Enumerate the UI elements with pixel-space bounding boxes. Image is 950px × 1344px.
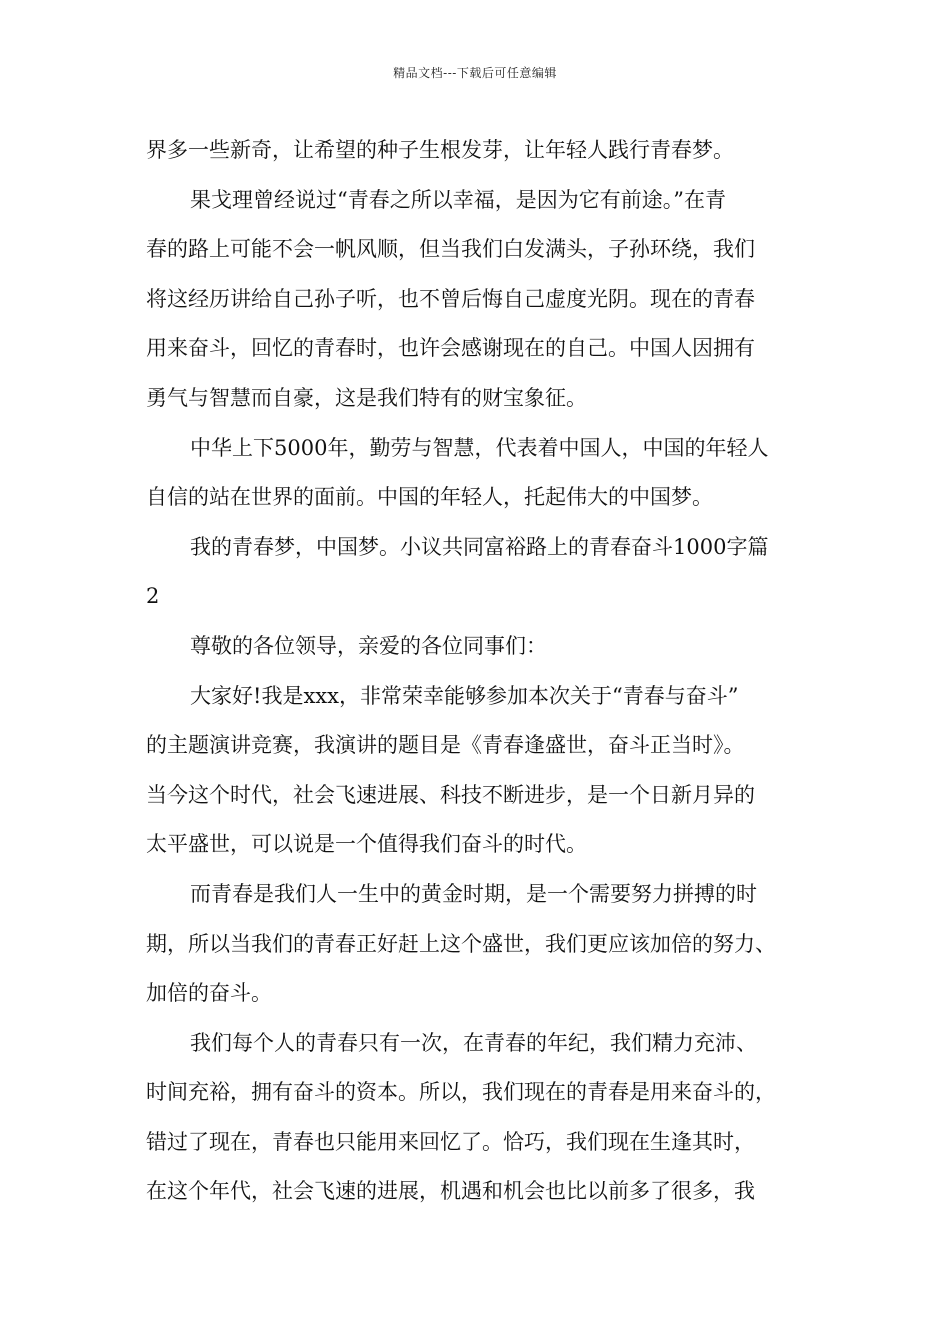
text-line: 界多一些新奇，让希望的种子生根发芽，让年轻人践行青春梦。	[146, 138, 734, 162]
text-line: 当今这个时代，社会飞速进展、科技不断进步，是一个日新月异的	[146, 782, 755, 807]
text-line: 果戈理曾经说过“青春之所以幸福，是因为它有前途。”在青	[190, 187, 726, 212]
text-line: 我的青春梦，中国梦。小议共同富裕路上的青春奋斗1000字篇	[190, 534, 769, 559]
text-line: 的主题演讲竞赛，我演讲的题目是《青春逢盛世，奋斗正当时》。	[146, 733, 745, 758]
text-line: 尊敬的各位领导，亲爱的各位同事们：	[190, 633, 547, 658]
text-line: 而青春是我们人一生中的黄金时期，是一个需要努力拼搏的时	[190, 881, 757, 906]
text-line: 加倍的奋斗。	[146, 981, 272, 1006]
text-line: 错过了现在，青春也只能用来回忆了。恰巧，我们现在生逢其时，	[146, 1129, 755, 1154]
text-line: 期，所以当我们的青春正好赶上这个盛世，我们更应该加倍的努力、	[146, 931, 776, 956]
text-line: 时间充裕，拥有奋斗的资本。所以，我们现在的青春是用来奋斗的，	[146, 1080, 776, 1105]
text-line: 在这个年代，社会飞速的进展，机遇和机会也比以前多了很多，我	[146, 1179, 755, 1204]
text-line: 大家好!我是xxx，非常荣幸能够参加本次关于“青春与奋斗”	[190, 683, 739, 708]
text-line: 勇气与智慧而自豪，这是我们特有的财宝象征。	[146, 385, 587, 410]
text-line: 春的路上可能不会一帆风顺，但当我们白发满头，子孙环绕，我们	[146, 237, 755, 262]
text-line: 将这经历讲给自己孙子听，也不曾后悔自己虚度光阴。现在的青春	[146, 286, 755, 311]
text-line: 用来奋斗，回忆的青春时，也许会感谢现在的自己。中国人因拥有	[146, 336, 755, 361]
text-line: 自信的站在世界的面前。中国的年轻人，托起伟大的中国梦。	[146, 485, 713, 510]
text-line: 2	[146, 584, 160, 609]
document-body	[146, 126, 826, 1217]
page-header: 精品文档---下载后可任意编辑	[393, 66, 557, 80]
text-line: 中华上下5000年，勤劳与智慧，代表着中国人，中国的年轻人	[190, 435, 769, 460]
text-line: 我们每个人的青春只有一次，在青春的年纪，我们精力充沛、	[190, 1030, 757, 1055]
text-line: 太平盛世，可以说是一个值得我们奋斗的时代。	[146, 832, 587, 857]
